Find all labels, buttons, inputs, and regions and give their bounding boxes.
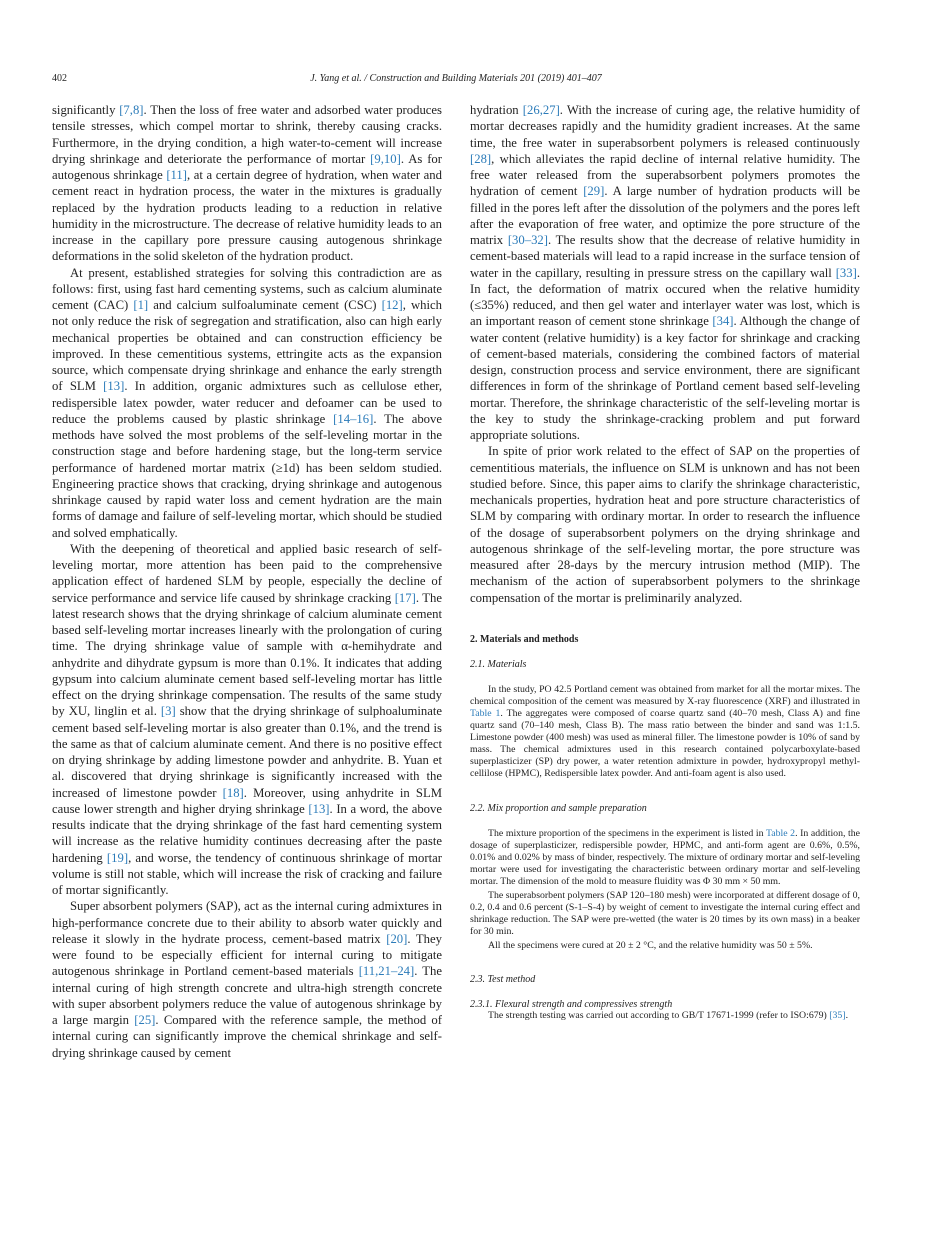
citation-link[interactable]: [18]: [222, 785, 244, 800]
citation-link[interactable]: [13]: [308, 801, 330, 816]
citation-link[interactable]: [17]: [394, 590, 416, 605]
citation-link[interactable]: [3]: [160, 704, 176, 719]
section-heading: 2. Materials and methods: [470, 633, 579, 645]
citation-link[interactable]: [34]: [712, 314, 734, 329]
paragraph: With the deepening of theoretical and applied basic research of self-leveling mortar, more attention has been paid to the comprehensive application effect of hardened SLM by people, especially the decline of service performance and service life caused by shrinkage cracking [17]. The latest research shows that the drying shrinkage of calcium aluminate cement based self-leveling mortar increases linearly with the prolongation of curing time. The drying shrinkage value of sample with α-hemihydrate and anhydrite and dihydrate gypsum is more than 0.1%. It indicates that adding gypsum into calcium aluminate cement based self-leveling mortar has little effect on the drying shrinkage compensation. The results of the same study by XU, linglin et al. [3] show that the drying shrinkage of sulphoaluminate cement based self-leveling mortar is also greater than 0.1%, and the trend is the same as that of calcium aluminate cement. And there is no positive effect on drying shrinkage by adding limestone powder and anhydrite. B. Yuan et al. discovered that drying shrinkage is significantly increased with the increased of limestone powder [18]. Moreover, using anhydrite in SLM cause lower strength and higher drying shrinkage [13]. In a word, the above results indicate that the drying shrinkage of the fast hard cementing system will increase as the relative humidity continues decreasing after the paste hardening [19], and worse, the tendency of continuous shrinkage of mortar volume is still not stable, which will increase the risk of cracking and failure of mortar significantly.: [52, 541, 442, 897]
table-link[interactable]: Table 1: [470, 707, 501, 719]
citation-link[interactable]: [12]: [381, 298, 403, 312]
right-column: [470, 102, 860, 1023]
subsection-heading: 2.2. Mix proportion and sample preparation: [470, 802, 647, 814]
subsection-heading: 2.3. Test method: [470, 974, 536, 986]
citation-link[interactable]: [7,8]: [119, 103, 144, 117]
paragraph: In the study, PO 42.5 Portland cement was obtained from market for all the mortar mixes. The chemical composition of the cement was measured by X-ray fluorescence (XRF) and illustrated in Table 1. The aggregates were composed of coarse quartz sand (40–70 mesh, Class A) and fine quartz sand (70–140 mesh, Class B). The mass ratio between the binder and sand was 1:1.5. Limestone powder (400 mesh) was used as mineral filler. The limestone powder is 10% of sand by mass. The chemical admixtures used in this research contained polycarboxylate-based superplasticizer (SP) dry power, a water retention admixture in powder, hydroxypropyl methyl-cellilose (HPMC), Redispersible latex powder. And anti-foam agent is also used.: [470, 683, 860, 780]
citation-link[interactable]: [25]: [134, 1013, 156, 1027]
citation-link[interactable]: [14–16]: [333, 411, 374, 426]
subsubsection-heading: 2.3.1. Flexural strength and compressives strength: [470, 999, 673, 1011]
page-header: [52, 73, 860, 87]
citation-link[interactable]: [33]: [835, 265, 857, 280]
citation-link[interactable]: [13]: [103, 379, 125, 394]
citation-link[interactable]: [11,21–24]: [358, 964, 415, 979]
paragraph: hydration [26,27]. With the increase of curing age, the relative humidity of mortar decreases rapidly and the humidity gradient increases. At the same time, the free water in superabsorbent polymers is released continuously [28], which alleviates the rapid decline of internal relative humidity. The free water released from the superabsorbent polymers promotes the hydration of cement [29]. A large number of hydration products will be filled in the pores left after the dissolution of the polymers and the pores left after the evaporation of free water, and optimize the pore structure of the matrix [30–32]. The results show that the decrease of relative humidity in cement-based materials will lead to a rapid increase in the surface tension of water in the capillary, resulting in pressure stress on the capillary wall [33]. In fact, the deformation of matrix occured when the relative humidity (≤35%) reduced, and then gel water and interlayer water was lost, which is an important reason of cement stone shrinkage [34]. Although the change of water content (relative humidity) is a key factor for shrinkage and cracking of cement-based materials, considering the combined factors of material design, construction process and service environment, there are significant differences in form of the shrinkage of Portland cement based self-leveling mortar. Therefore, the shrinkage characteristic of the self-leveling mortar is the key to study the shrinkage-cracking problem and put forward appropriate solutions.: [470, 103, 861, 442]
paragraph: The strength testing was carried out according to GB/T 17671-1999 (refer to ISO:679) [35].: [488, 1010, 849, 1022]
paragraph: At present, established strategies for solving this contradiction are as follows: first, using fast hard cementing systems, such as calcium aluminate cement (CAC) [1] and calcium sulfoaluminate cement (CSC) [12], which not only reduce the risk of segregation and stratification, also can high early mechanical properties be obtained and can construction efficiency be improved. In these cementitious systems, ettringite acts as the expansion source, which compensate drying shrinkage and enhance the early strength of SLM [13]. In addition, organic admixtures such as cellulose ether, redispersible latex powder, water reducer and defoamer can be used to reduce the problems caused by plastic shrinkage [14–16]. The above methods have solved the most problems of the self-leveling mortar in the construction stage and before hardening stage, but the long-term service performance of hardened mortar matrix (≥1d) has been seldom studied. Engineering practice shows that cracking, drying shrinkage and autogenous shrinkage caused by rapid water loss and cement hydration are the main forms of damage and failure of self-leveling mortar, which should be studied and solved emphatically.: [52, 265, 442, 540]
citation-link[interactable]: [20]: [386, 931, 408, 946]
citation-link[interactable]: [19]: [106, 850, 129, 865]
citation-link[interactable]: [26,27]: [522, 103, 560, 117]
paragraph: The superabsorbent polymers (SAP 120–180 mesh) were incorporated at different dosage of 0, 0.2, 0.4 and 0.6 percent (S-1–S-4) by weight of cement to investigate the internal curing effect and shrinkage reduction. The SAP were pre-wetted (the water is 20 times by its own mass) in a beaker for 30 min.: [470, 889, 860, 938]
citation-link[interactable]: [1]: [133, 298, 149, 312]
paragraph: The mixture proportion of the specimens in the experiment is listed in Table 2. In addition, the dosage of superplasticizer, redispersible powder, HPMC, and anti-form agent are 0.6%, 0.5%, 0.01% and 0.02% by mass of binder, respectively. The mixture of ordinary mortar and self-leveling mortar were used for investigating the characteristic between ordinary mortar and self-leveling mortar. The dimension of the mold to measure fluidity was Φ 30 mm × 50 mm.: [470, 827, 860, 887]
page-number: 402: [52, 73, 67, 84]
paragraph: Super absorbent polymers (SAP), act as the internal curing admixtures in high-performance concrete due to their ability to absorb water quickly and release it slowly in the hydrate process, cement-based matrix [20]. They were found to be especially efficient for internal curing to mitigate autogenous shrinkage in Portland cement-based materials [11,21–24]. The internal curing of high strength concrete and ultra-high strength concrete with super absorbent polymers reduce the value of autogenous shrinkage by a large margin [25]. Compared with the reference sample, the method of internal curing can significantly improve the chemical shrinkage and self-drying shrinkage caused by cement: [52, 899, 442, 1060]
journal-citation: J. Yang et al. / Construction and Building Materials 201 (2019) 401–407: [310, 73, 602, 84]
citation-link[interactable]: [30–32]: [507, 233, 548, 247]
subsection-heading: 2.1. Materials: [470, 658, 527, 670]
citation-link[interactable]: [11]: [166, 168, 187, 182]
paragraph: All the specimens were cured at 20 ± 2 °C, and the relative humidity was 50 ± 5%.: [488, 940, 813, 952]
citation-link[interactable]: [9,10]: [370, 151, 401, 166]
citation-link[interactable]: [28]: [470, 151, 492, 166]
citation-link[interactable]: [35]: [829, 1010, 846, 1022]
left-column: [52, 102, 442, 1061]
table-link[interactable]: Table 2: [765, 827, 796, 839]
citation-link[interactable]: [29]: [583, 184, 605, 199]
paragraph: In spite of prior work related to the effect of SAP on the properties of cementitious materials, the influence on SLM is unknown and has not been studied before. Since, this paper aims to clarify the shrinkage characteristic, mechanicals properties, hydration heat and pore structure characteristics of SLM by comparing with ordinary mortar. In order to research the influence of the dosage of superabsorbent polymers on the drying shrinkage and autogenous shrinkage of the self-leveling mortar, the pore structure was measured after 28-days by the mercury intrusion method (MIP). The mechanism of the action of superabsorbent polymers to the shrinkage compensation of the mortar is preliminarily analyzed.: [470, 444, 860, 605]
paragraph: significantly [7,8]. Then the loss of free water and adsorbed water produces tensile stresses, which compel mortar to shrink, thereby causing cracks. Furthermore, in the drying condition, a high water-to-cement will increase drying shrinkage and deteriorate the performance of mortar [9,10]. As for autogenous shrinkage [11], at a certain degree of hydration, when water and cement react in hydration process, the water in the mixtures is gradually replaced by the hydration products leading to a reduction in relative humidity in the microstructure. The decrease of relative humidity leads to an increase in the capillary pore pressure causing autogenous shrinkage deformations in the solid skeleton of the hydration product.: [52, 103, 442, 264]
